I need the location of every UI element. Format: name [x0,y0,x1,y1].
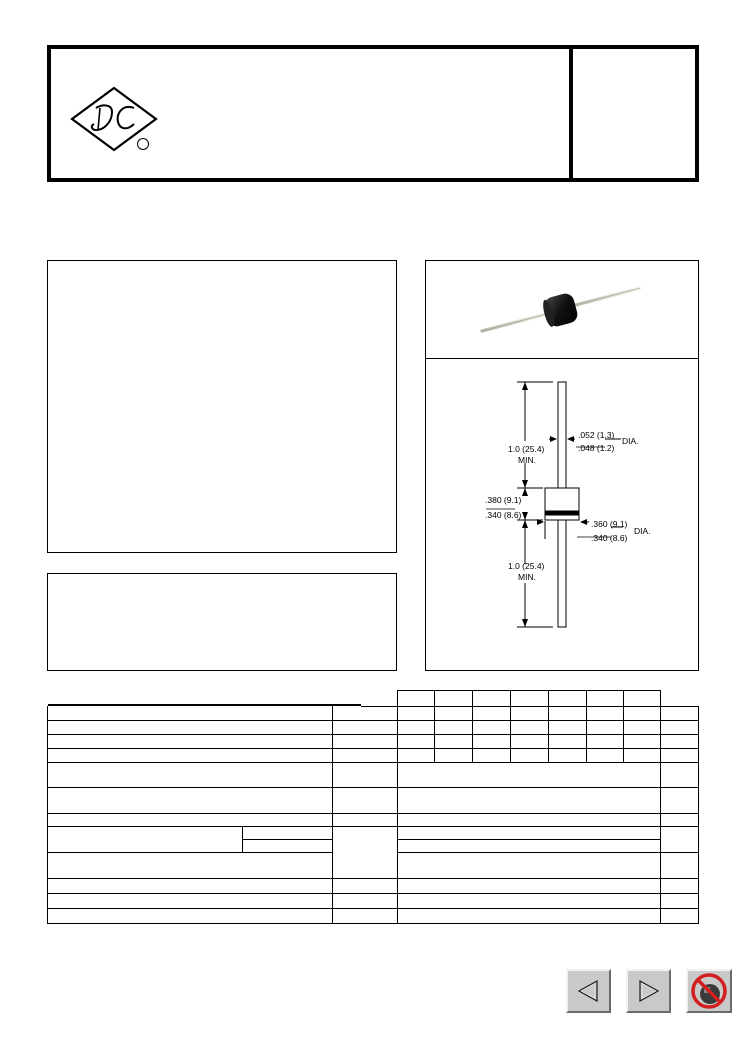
lead-diameter-max: .052 (1.3) [578,430,615,440]
bottom-lead-length: 1.0 (25.4) [508,561,545,571]
body-length-max: .380 (9.1) [485,495,522,505]
package-dimension-drawing [425,359,699,671]
next-page-button[interactable] [626,969,671,1013]
registered-mark [137,138,149,150]
lead-diameter-suffix: DIA. [622,436,639,446]
header-divider [569,45,573,182]
no-entry-icon [688,971,730,1011]
body-length-min: .340 (8.6) [485,510,522,520]
top-lead-length: 1.0 (25.4) [508,444,545,454]
top-lead-length-note: MIN. [518,455,536,465]
ratings-table [46,690,700,926]
previous-page-button[interactable] [566,969,611,1013]
triangle-right-icon [628,971,669,1011]
mechanical-data-box [47,573,397,671]
triangle-left-icon [568,971,609,1011]
body-diameter-min: .340 (8.6) [591,533,628,543]
body-diameter-max: .360 (9.1) [591,519,628,529]
exit-button[interactable] [686,969,732,1013]
lead-diameter-min: .048 (1.2) [578,443,615,453]
body-diameter-suffix: DIA. [634,526,651,536]
diode-component-icon [478,282,644,338]
features-box [47,260,397,553]
bottom-lead-length-note: MIN. [518,572,536,582]
diode-photo [478,282,644,338]
